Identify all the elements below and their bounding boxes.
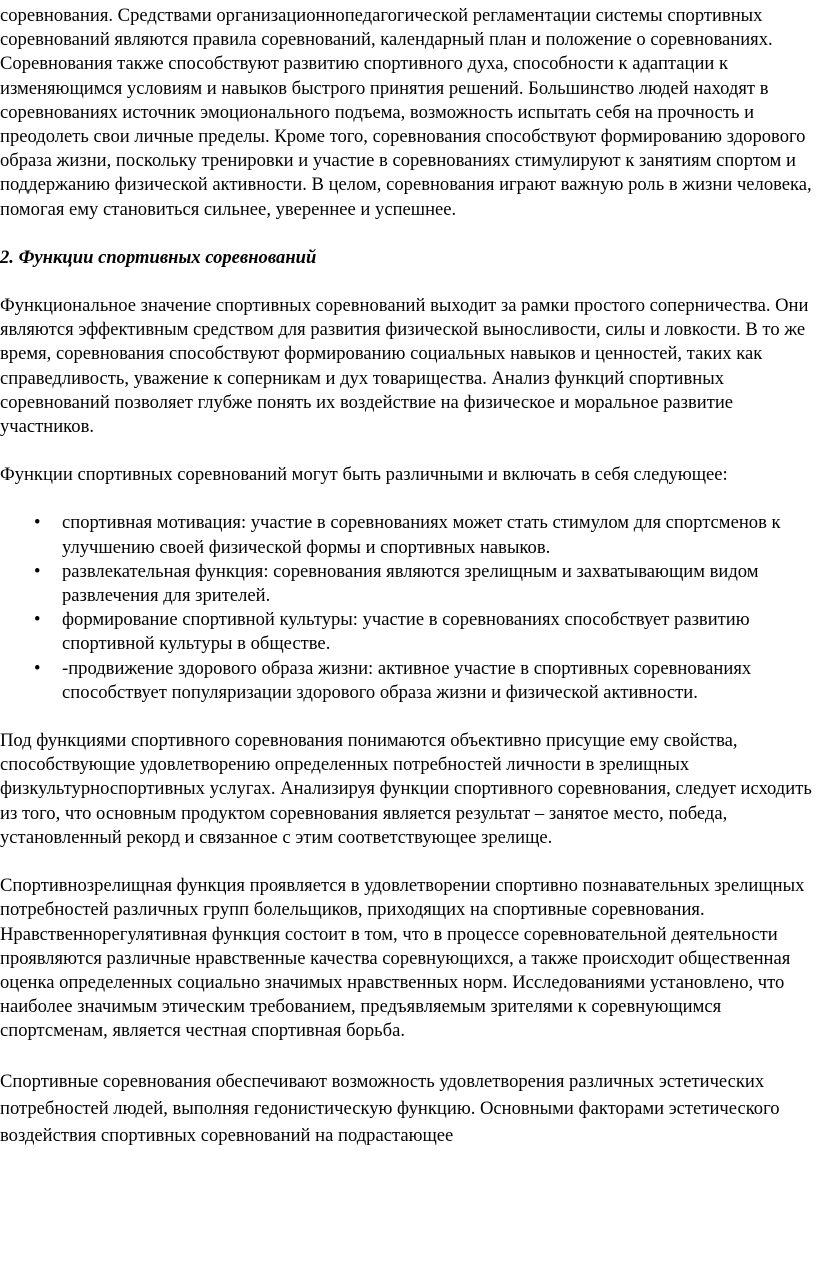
list-item	[34, 511, 816, 559]
paragraph-functional-meaning: Функциональное значение спортивных соревнований выходит за рамки простого соперничества. Они являются эффективным средством для развития физической выносливости, силы и ловкости. В то же время, соревнования способствуют формированию социальных навыков и ценностей, таких как справедливость, уважение к соперникам и дух товарищества. Анализ функций спортивных соревнований позволяет глубже понять их воздействие на физическое и моральное развитие участников.	[0, 295, 809, 438]
section-heading: 2. Функции спортивных соревнований	[0, 246, 317, 268]
bullet-icon: •	[34, 609, 41, 631]
bullet-icon: •	[34, 657, 41, 679]
list-item	[34, 560, 816, 608]
paragraph-intro: соревнования. Средствами организационнопедагогической регламентации системы спортивных соревнований являются правила соревнований, календарный план и положение о соревнованиях. Соревнования также способствуют развитию спортивного духа, способности к адаптации к изменяющимся условиям и навыков быстрого принятия решений. Большинство людей находят в соревнованиях источник эмоционального подъема, возможность испытать себя на прочность и преодолеть свои личные пределы. Кроме того, соревнования способствуют формированию здорового образа жизни, поскольку тренировки и участие в соревнованиях стимулируют к занятиям спортом и поддержанию физической активности. В целом, соревнования играют важную роль в жизни человека, помогая ему становиться сильнее, увереннее и успешнее.	[0, 5, 812, 220]
bullet-icon: •	[34, 512, 41, 534]
list-item-text: -продвижение здорового образа жизни: активное участие в спортивных соревнованиях способствует популяризации здорового образа жизни и физической активности.	[62, 657, 752, 703]
paragraph-functions-definition: Под функциями спортивного соревнования понимаются объективно присущие ему свойства, способствующие удовлетворению определенных потребностей личности в зрелищных физкультурноспортивных услугах. Анализируя функции спортивного соревнования, следует исходить из того, что основным продуктом соревнования является результат – занятое место, победа, установленный рекорд и связанное с этим соответствующее зрелище.	[0, 730, 812, 848]
bullet-icon: •	[34, 560, 41, 582]
list-item-text: развлекательная функция: соревнования являются зрелищным и захватывающим видом развлечения для зрителей.	[62, 560, 759, 607]
functions-list	[0, 511, 816, 705]
paragraph-spectacle-function: Спортивнозрелищная функция проявляется в удовлетворении спортивно познавательных зрелищных потребностей различных групп болельщиков, приходящих на спортивные соревнования. Нравственнорегулятивная функция состоит в том, что в процессе соревновательной деятельности проявляются различные нравственные качества соревнующихся, а также происходит общественная оценка определенных социально значимых нравственных норм. Исследованиями установлено, что наиболее значимым этическим требованием, предъявляемым зрителями к соревнующимся спортсменам, является честная спортивная борьба.	[0, 875, 805, 1042]
list-item-text: спортивная мотивация: участие в соревнованиях может стать стимулом для спортсменов к улучшению своей физической формы и спортивных навыков.	[62, 512, 781, 558]
list-item	[34, 608, 816, 656]
paragraph-aesthetic-function: Спортивные соревнования обеспечивают возможность удовлетворения различных эстетических потребностей людей, выполняя гедонистическую функцию. Основными факторами эстетического воздействия спортивных соревнований на подрастающее	[0, 1070, 780, 1147]
list-item-text: формирование спортивной культуры: участие в соревнованиях способствует развитию спортивной культуры в обществе.	[62, 609, 750, 655]
list-item	[34, 657, 816, 705]
paragraph-functions-intro: Функции спортивных соревнований могут быть различными и включать в себя следующее:	[0, 464, 728, 486]
